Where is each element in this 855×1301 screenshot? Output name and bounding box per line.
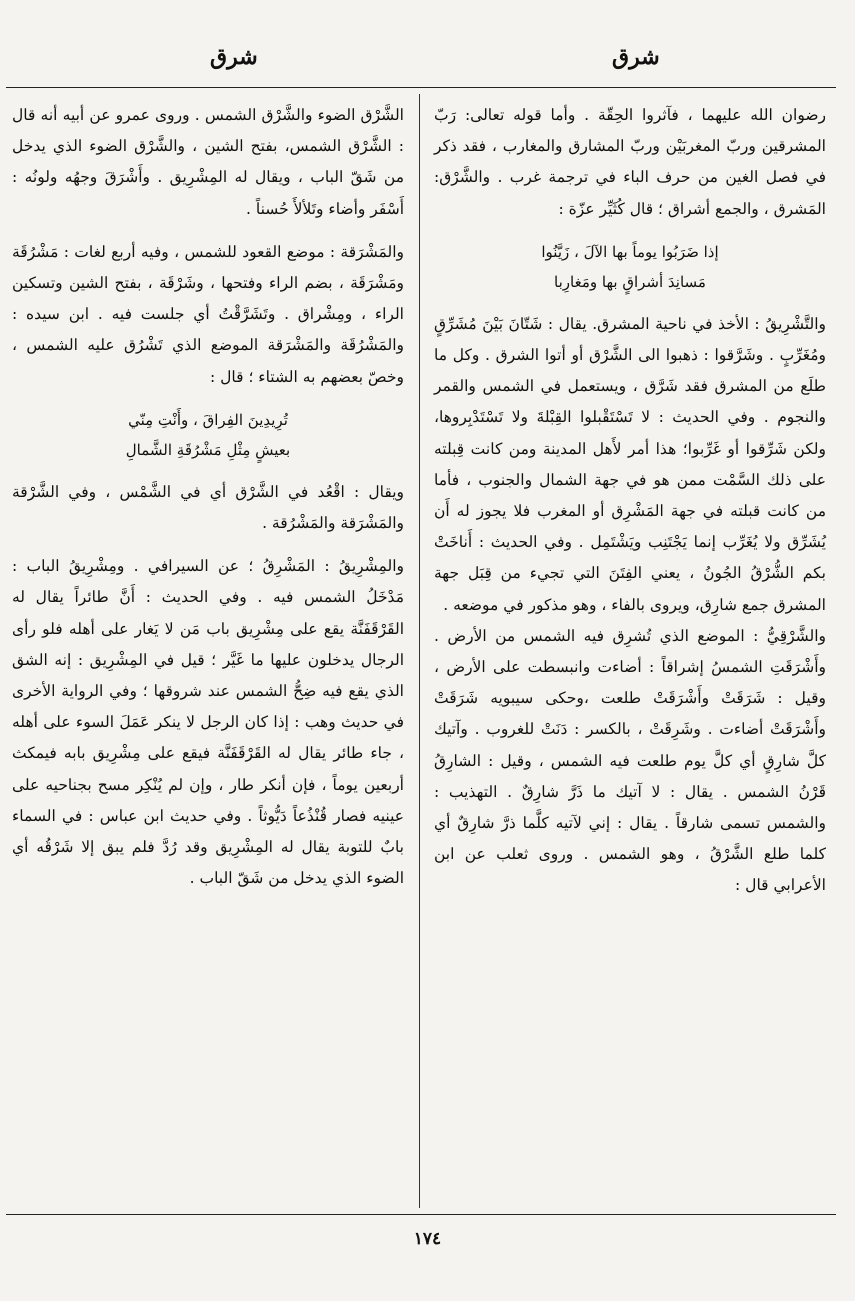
right-text-column xyxy=(434,100,826,902)
page-number: ١٧٤ xyxy=(413,1229,442,1249)
column-divider xyxy=(419,94,420,1208)
footer-rule xyxy=(6,1214,836,1215)
header-rule xyxy=(6,87,836,88)
left-verse-line-1: تُرِيدِينَ الفِراقَ ، وأَنْتِ مِنّي xyxy=(128,410,288,429)
left-paragraph-1: الشَّرْق الضوء والشَّرْق الشمس . وروى عمرو عن أبيه أنه قال : الشَّرْق الشمس، بفتح الشين ، والشَّرْق الضوء الذي يدخل من شَقّ الباب ، ويقال له المِشْرِيق . وأَشْرَقَ وجهُه ولونُه : أَسْفَر وأضاء وتَلألأَ حُسناً . xyxy=(12,106,404,218)
left-running-headword: شرق xyxy=(210,44,258,70)
left-paragraph-3: ويقال : اقْعُد في الشَّرْق أي في الشَّمْس ، وفي الشَّرْقة والمَشْرَقة والمَشْرُقة . xyxy=(12,482,404,533)
left-paragraph-4: والمِشْرِيقُ : المَشْرِقُ ؛ عن السيرافي . ومِشْرِيقُ الباب : مَدْخَلُ الشمس فيه . وفي الحديث : أَنَّ طائراً يقال له القَرْقَفَنَّة يقع على مِشْرِيق باب مَن لا يَغار على أهله فلو رأى الرجال يدخلون عليها ما غَيَّر ؛ قيل في المِشْرِيق : إنه الشق الذي يقع فيه ضِحُّ الشمس عند شروقها ؛ وفي الرواية الأخرى في حديث وهب : إذا كان الرجل لا ينكر عَمَلَ السوء على أهله ، جاء طائر يقال له القَرْقَفَنَّة فيقع على مِشْرِيق بابه فيمكث أربعين يوماً ، فإن أنكر طار ، وإن لم يُنْكِر مسح بجناحيه على عينيه فصار قُنْذُعاً دَيُّوثاً . وفي حديث ابن عباس : في السماء بابٌ للتوبة يقال له المِشْرِيق وقد رُدَّ فلم يبق إلا شَرْقُه أي الضوء الذي يدخل من شَقّ الباب . xyxy=(12,557,404,888)
left-verse xyxy=(12,405,404,465)
right-verse xyxy=(434,237,826,297)
right-verse-line-1: إذا ضَرَبُوا يوماً بها الآلَ ، زَيَّنُوا xyxy=(541,242,719,261)
left-verse-line-2: بعيشٍ مِثْلِ مَشْرُقَةِ الشَّمالِ xyxy=(125,440,291,459)
right-running-headword: شرق xyxy=(612,44,660,70)
right-paragraph-1: رضوان الله عليهما ، فآثروا الحِقّة . وأما قوله تعالى: رَبّ المشرقين وربّ المغربَيْن وربّ المشارق والمغارب ، فقد ذكر في فصل الغين من حرف الباء في ترجمة غرب . والشَّرْق: المَشرق ، والجمع أشراق ؛ قال كُثَيِّر عزّة : xyxy=(434,106,826,218)
right-paragraph-3: والشَّرْقِيُّ : الموضع الذي تُشرِق فيه الشمس من الأرض . وأَشْرَقَتِ الشمسُ إشراقاً : أضاءت وانبسطت على الأرض ، وقيل : شَرَقَتْ وأَشْرَقَتْ طلعت ،وحكى سيبويه شَرَقَتْ وأَشْرَقَتْ أضاءت . وشَرِقَتْ ، بالكسر : دَنَتْ للغروب . وآتيك كلَّ شارِقٍ أي كلَّ يوم طلعت فيه الشمس ، وقيل : الشارِقُ قَرْنُ الشمس . يقال : لا آتيك ما ذَرَّ شارِقٌ . التهذيب : والشمس تسمى شارقاً . يقال : إني لآتيه كلَّما ذرَّ شارِقٌ أي كلما طلع الشَّرْقُ ، وهو الشمس . وروى ثعلب عن ابن الأعرابي قال : xyxy=(434,626,826,895)
right-verse-line-2: مَسانِدَ أشراقٍ بها ومَغارِبا xyxy=(554,272,706,291)
left-paragraph-2: والمَشْرَقة : موضع القعود للشمس ، وفيه أربع لغات : مَشْرُقَة ومَشْرَقَة ، بضم الراء وفتحها ، وشَرْقَة ، بفتح الشين وتسكين الراء ، ومِشْراق . وتَشَرَّقْتُ أي جلست فيه . ابن سيده : والمَشْرُقَة والمَشْرَقة الموضع الذي تَشْرُق عليه الشمس ، وخصّ بعضهم به الشتاء ؛ قال : xyxy=(12,242,404,386)
right-paragraph-2: والتَّشْرِيقُ : الأخذ في ناحية المشرق. يقال : شَتّانَ بَيْنَ مُشَرِّقٍ ومُغَرِّبٍ . وشَرَّقوا : ذهبوا الى الشَّرْق أو أتوا الشرق . وكل ما طلَع من المشرق فقد شَرَّق ، ويستعمل في الشمس والقمر والنجوم . وفي الحديث : لا تَسْتَقْبلوا القِبْلةَ ولا تَسْتَدْبِروها، ولكن شَرِّقوا أو غَرِّبوا؛ هذا أمر لأَهل المدينة ومن كانت قِبلته على ذلك السَّمْت ممن هو في جهة الشمال والجنوب ، فأما من كانت قبلته في جهة المَشْرِق أو المغرب فلا يجوز له أَن يُشَرِّق ولا يُغَرِّب إنما يَجْتَنِب ويَشْتَمِل . وفي الحديث : أَناخَتْ بكم الشُّرْقُ الجُونُ ، يعني الفِتَنَ التي تجيء من قِبَل جهة المشرق جمع شارِق، ويروى بالفاء ، وهو مذكور في موضعه . xyxy=(434,314,826,614)
left-text-column xyxy=(12,100,404,894)
